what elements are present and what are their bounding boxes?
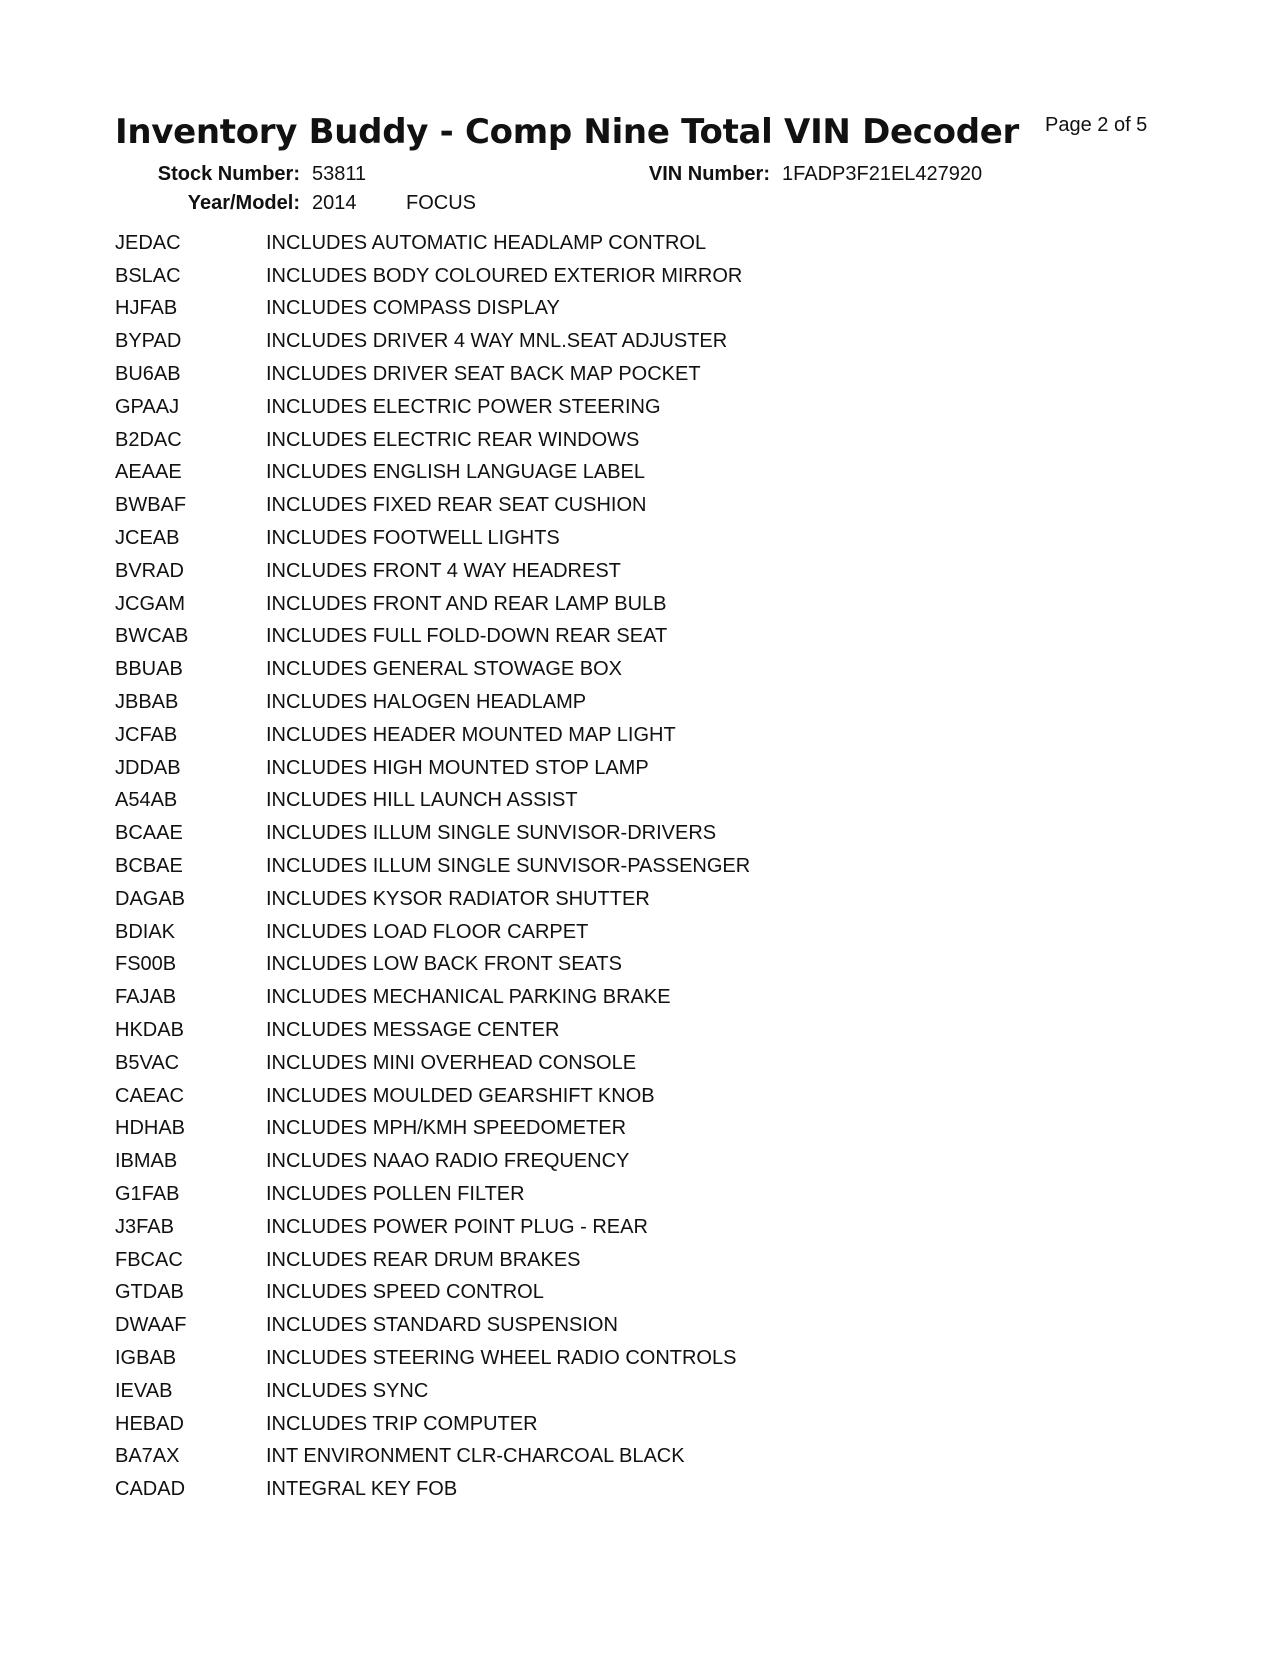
document-title: Inventory Buddy - Comp Nine Total VIN Decoder: [115, 112, 1019, 152]
option-row: [115, 489, 875, 522]
option-row: [115, 981, 875, 1014]
option-row: [115, 325, 875, 358]
option-code: JBBAB: [115, 691, 179, 714]
option-description: INCLUDES FOOTWELL LIGHTS: [266, 527, 560, 550]
option-row: [115, 1178, 875, 1211]
option-description: INT ENVIRONMENT CLR-CHARCOAL BLACK: [266, 1445, 685, 1468]
option-code: JEDAC: [115, 231, 181, 254]
option-code: BWBAF: [115, 494, 187, 517]
option-row: [115, 653, 875, 686]
option-row: [115, 1440, 875, 1473]
vin-number-label: VIN Number:: [648, 163, 770, 185]
option-row: [115, 719, 875, 752]
option-row: [115, 522, 875, 555]
vin-number-value: 1FADP3F21EL427920: [782, 163, 983, 185]
option-description: INCLUDES TRIP COMPUTER: [266, 1412, 538, 1435]
option-row: [115, 457, 875, 490]
option-code: JCEAB: [115, 527, 180, 550]
option-code: BA7AX: [115, 1445, 180, 1468]
option-description: INCLUDES HIGH MOUNTED STOP LAMP: [266, 756, 649, 779]
option-row: [115, 785, 875, 818]
option-row: [115, 621, 875, 654]
option-row: [115, 1375, 875, 1408]
option-description: INCLUDES HEADER MOUNTED MAP LIGHT: [266, 723, 676, 746]
option-code: CAEAC: [115, 1084, 184, 1107]
option-code-list: [115, 227, 875, 1506]
option-row: [115, 588, 875, 621]
option-code: BSLAC: [115, 264, 181, 287]
option-description: INCLUDES SYNC: [266, 1379, 429, 1402]
option-description: INCLUDES STANDARD SUSPENSION: [266, 1314, 618, 1337]
option-description: INCLUDES FRONT 4 WAY HEADREST: [266, 559, 621, 582]
option-code: A54AB: [115, 789, 178, 812]
option-row: [115, 1211, 875, 1244]
option-description: INCLUDES LOAD FLOOR CARPET: [266, 920, 589, 943]
option-description: INCLUDES ELECTRIC REAR WINDOWS: [266, 428, 640, 451]
option-code: HJFAB: [115, 297, 178, 320]
option-row: [115, 227, 875, 260]
option-description: INCLUDES GENERAL STOWAGE BOX: [266, 658, 623, 681]
option-code: BCAAE: [115, 822, 183, 845]
option-row: [115, 391, 875, 424]
option-row: [115, 1277, 875, 1310]
stock-number-value: 53811: [312, 163, 367, 185]
option-row: [115, 424, 875, 457]
option-row: [115, 686, 875, 719]
option-code: HEBAD: [115, 1412, 184, 1435]
option-description: INCLUDES ILLUM SINGLE SUNVISOR-PASSENGER: [266, 855, 751, 878]
option-description: INCLUDES FULL FOLD-DOWN REAR SEAT: [266, 625, 668, 648]
option-row: [115, 260, 875, 293]
option-code: DWAAF: [115, 1314, 187, 1337]
option-code: CADAD: [115, 1478, 186, 1501]
option-code: BYPAD: [115, 330, 182, 353]
option-description: INCLUDES REAR DRUM BRAKES: [266, 1248, 581, 1271]
option-row: [115, 1145, 875, 1178]
option-description: INCLUDES AUTOMATIC HEADLAMP CONTROL: [266, 231, 707, 254]
option-row: [115, 850, 875, 883]
option-row: [115, 916, 875, 949]
option-code: DAGAB: [115, 887, 186, 910]
option-description: INCLUDES POLLEN FILTER: [266, 1183, 525, 1205]
option-description: INCLUDES ELECTRIC POWER STEERING: [266, 395, 661, 418]
option-code: JCFAB: [115, 723, 178, 746]
option-description: INCLUDES STEERING WHEEL RADIO CONTROLS: [266, 1346, 737, 1369]
option-row: [115, 1080, 875, 1113]
option-code: JDDAB: [115, 756, 181, 779]
option-code: AEAAE: [115, 461, 182, 484]
option-code: HDHAB: [115, 1117, 186, 1140]
option-description: INCLUDES NAAO RADIO FREQUENCY: [266, 1150, 630, 1173]
option-row: [115, 752, 875, 785]
option-description: INCLUDES LOW BACK FRONT SEATS: [266, 953, 622, 976]
option-description: INCLUDES COMPASS DISPLAY: [266, 297, 560, 320]
page-indicator: Page 2 of 5: [1045, 114, 1148, 136]
option-code: BWCAB: [115, 625, 189, 648]
option-row: [115, 358, 875, 391]
option-code: FBCAC: [115, 1248, 183, 1271]
option-code: IBMAB: [115, 1150, 178, 1173]
option-code: B5VAC: [115, 1051, 180, 1074]
option-description: INCLUDES DRIVER SEAT BACK MAP POCKET: [266, 363, 701, 386]
option-description: INCLUDES MOULDED GEARSHIFT KNOB: [266, 1084, 655, 1107]
option-code: HKDAB: [115, 1019, 184, 1042]
option-code: BVRAD: [115, 559, 184, 582]
option-row: [115, 1047, 875, 1080]
option-row: [115, 883, 875, 916]
option-code: BDIAK: [115, 920, 176, 943]
option-row: [115, 1342, 875, 1375]
option-description: INCLUDES MESSAGE CENTER: [266, 1019, 560, 1042]
year-value: 2014: [312, 192, 357, 214]
option-description: INCLUDES HALOGEN HEADLAMP: [266, 691, 587, 714]
option-description: INCLUDES FIXED REAR SEAT CUSHION: [266, 494, 647, 517]
option-code: B2DAC: [115, 428, 182, 451]
option-row: [115, 817, 875, 850]
option-row: [115, 1408, 875, 1441]
option-code: FAJAB: [115, 986, 177, 1009]
option-description: INCLUDES BODY COLOURED EXTERIOR MIRROR: [266, 264, 743, 287]
option-code: BCBAE: [115, 855, 183, 878]
option-row: [115, 293, 875, 326]
option-code: JCGAM: [115, 592, 185, 615]
option-code: G1FAB: [115, 1183, 180, 1205]
option-row: [115, 1014, 875, 1047]
option-code: IGBAB: [115, 1346, 177, 1369]
option-row: [115, 1113, 875, 1146]
option-code: BBUAB: [115, 658, 183, 681]
option-code: GPAAJ: [115, 395, 180, 418]
year-model-label: Year/Model:: [187, 192, 300, 214]
option-row: [115, 555, 875, 588]
option-description: INCLUDES ENGLISH LANGUAGE LABEL: [266, 461, 646, 484]
option-row: [115, 1309, 875, 1342]
option-description: INCLUDES MPH/KMH SPEEDOMETER: [266, 1117, 627, 1140]
option-description: INCLUDES SPEED CONTROL: [266, 1281, 544, 1304]
option-row: [115, 1473, 875, 1506]
option-code: J3FAB: [115, 1215, 174, 1238]
stock-number-label: Stock Number:: [157, 163, 300, 185]
option-code: GTDAB: [115, 1281, 184, 1304]
option-row: [115, 949, 875, 982]
option-code: IEVAB: [115, 1379, 173, 1402]
option-description: INCLUDES FRONT AND REAR LAMP BULB: [266, 592, 667, 615]
option-description: INCLUDES ILLUM SINGLE SUNVISOR-DRIVERS: [266, 822, 717, 845]
option-description: INCLUDES MINI OVERHEAD CONSOLE: [266, 1051, 637, 1074]
model-value: FOCUS: [406, 192, 476, 214]
option-description: INCLUDES HILL LAUNCH ASSIST: [266, 789, 578, 812]
option-row: [115, 1244, 875, 1277]
option-description: INCLUDES POWER POINT PLUG - REAR: [266, 1215, 648, 1238]
option-description: INCLUDES KYSOR RADIATOR SHUTTER: [266, 887, 650, 910]
option-description: INTEGRAL KEY FOB: [266, 1478, 458, 1501]
option-description: INCLUDES MECHANICAL PARKING BRAKE: [266, 986, 671, 1009]
option-code: FS00B: [115, 953, 177, 976]
option-description: INCLUDES DRIVER 4 WAY MNL.SEAT ADJUSTER: [266, 330, 728, 353]
option-code: BU6AB: [115, 363, 181, 386]
